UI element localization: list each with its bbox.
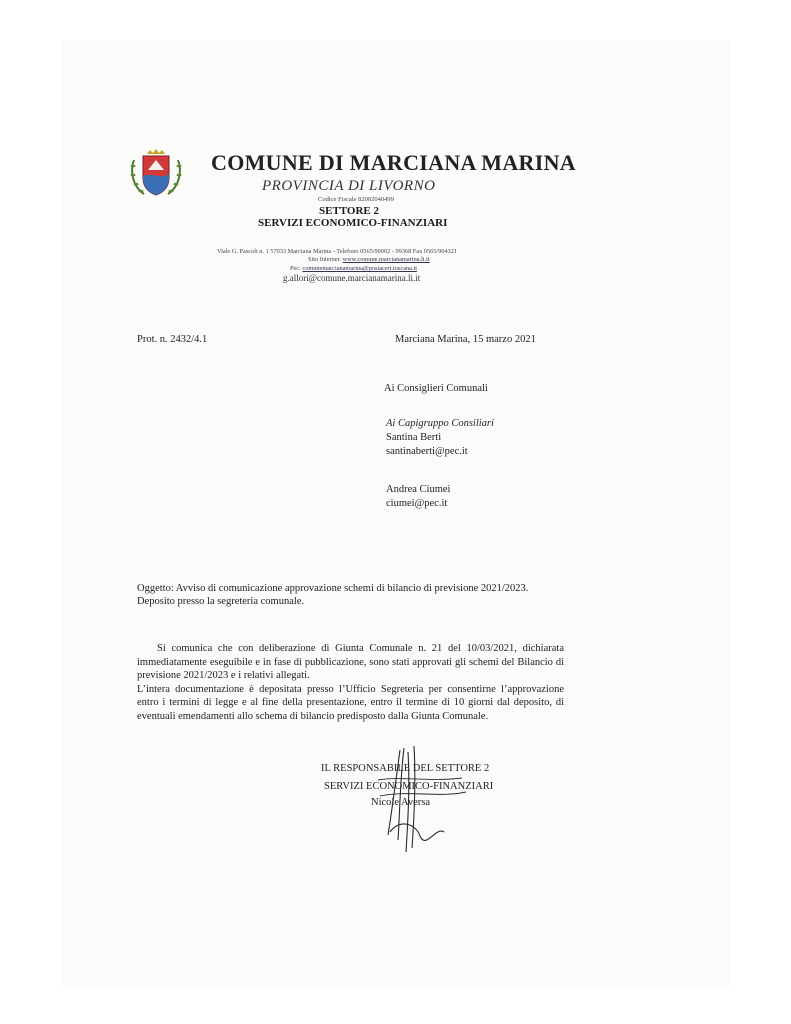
pec-link[interactable]: comunemarcianamarina@postacert.toscana.it	[302, 265, 417, 272]
website-label: Sito Internet:	[308, 256, 342, 263]
subject-line: Oggetto: Avviso di comunicazione approvazione schemi di bilancio di previsione 2021/2023.	[137, 583, 529, 594]
subject-line-2: Deposito presso la segreteria comunale.	[137, 596, 305, 607]
recipient-name-2: Andrea Ciumei	[386, 484, 451, 495]
province-name: PROVINCIA DI LIVORNO	[262, 178, 436, 194]
recipient-councillors: Ai Consiglieri Comunali	[384, 383, 488, 394]
municipality-title: COMUNE DI MARCIANA MARINA	[211, 150, 576, 175]
office-email: g.allori@comune.marcianamarina.li.it	[283, 273, 421, 283]
recipient-group-leaders: Ai Capigruppo Consiliari	[386, 418, 494, 429]
signatory-name: Nicole Aversa	[371, 797, 430, 808]
pec-label: Pec:	[290, 265, 301, 272]
service-name: SERVIZI ECONOMICO-FINANZIARI	[258, 217, 448, 229]
signatory-title: IL RESPONSABILE DEL SETTORE 2	[321, 763, 490, 774]
place-date: Marciana Marina, 15 marzo 2021	[395, 334, 536, 345]
tax-code: Codice Fiscale 82002040499	[318, 196, 394, 203]
protocol-number: Prot. n. 2432/4.1	[137, 334, 208, 345]
sector-name: SETTORE 2	[319, 205, 380, 217]
municipal-crest-icon	[128, 148, 184, 198]
office-address: Viale G. Pascoli n. 1 57033 Marciana Marina - Telefono 0565/99002 - 99368 Fax 0565/904321	[217, 248, 458, 255]
recipient-email-1: santinaberti@pec.it	[386, 446, 468, 457]
website-link[interactable]: www.comune.marcianamarina.li.it	[342, 256, 430, 263]
letter-body	[137, 642, 564, 724]
signatory-department: SERVIZI ECONOMICO-FINANZIARI	[324, 781, 494, 792]
pec-line	[290, 265, 417, 272]
website-line	[308, 256, 430, 263]
body-paragraph-2: L’intera documentazione è depositata presso l’Ufficio Segreteria per consentirne l’approvazione entro i termini di legge e al fine della presentazione, entro il termine di 10 giorni dal deposito, di eventuali emendamenti allo schema di bilancio predisposto dalla Giunta Comunale.	[137, 683, 564, 722]
recipient-email-2: ciumei@pec.it	[386, 498, 448, 509]
body-paragraph-1: Si comunica che con deliberazione di Giunta Comunale n. 21 del 10/03/2021, dichiarata immediatamente eseguibile e in fase di pubblicazione, sono stati approvati gli schemi del Bilancio di previsione 2021/2023 e i relativi allegati.	[137, 643, 564, 682]
recipient-name-1: Santina Berti	[386, 432, 442, 443]
